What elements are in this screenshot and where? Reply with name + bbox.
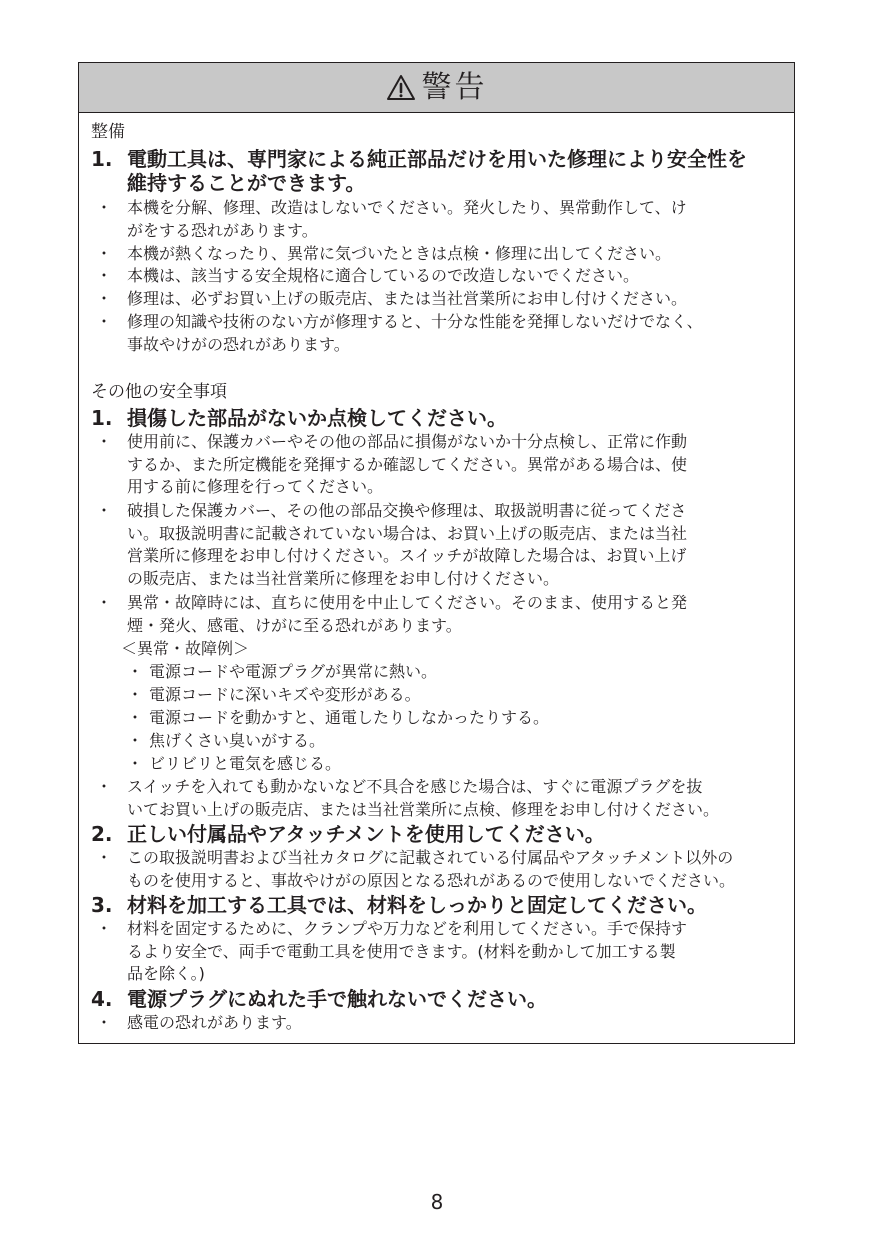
maintenance-bullet-1 xyxy=(91,197,791,242)
bullet-line: 本機は、該当する安全規格に適合しているので改造しないでください。 xyxy=(127,266,640,285)
other-bullet-4 xyxy=(91,776,791,821)
maintenance-item-1-line-2: 維持することができます。 xyxy=(127,171,366,195)
bullet-line: 品を除く。) xyxy=(127,964,205,983)
warning-header xyxy=(79,63,794,113)
bullet-dot: ・ xyxy=(96,289,113,308)
bullet-line: スイッチを入れても動かないなど不具合を感じた場合は、すぐに電源プラグを抜 xyxy=(127,777,703,796)
bullet-line: 材料を固定するために、クランプや万力などを利用してください。手で保持す xyxy=(127,919,688,938)
bullet-line: 本機が熱くなったり、異常に気づいたときは点検・修理に出してください。 xyxy=(127,244,672,263)
example-item xyxy=(127,684,421,707)
bullet-dot: ・ xyxy=(127,662,144,681)
maintenance-bullet-3 xyxy=(91,265,791,288)
example-text: 電源コードに深いキズや変形がある。 xyxy=(149,685,421,704)
maintenance-bullet-4 xyxy=(91,288,791,311)
warning-box xyxy=(78,62,795,1044)
item-title: 材料を加工する工具では、材料をしっかりと固定してください。 xyxy=(127,893,707,917)
maintenance-bullet-2 xyxy=(91,243,791,266)
other-bullet-5 xyxy=(91,847,791,892)
example-text: 電源コードや電源プラグが異常に熱い。 xyxy=(149,662,438,681)
bullet-line: ものを使用すると、事故やけがの原因となる恐れがあるので使用しないでください。 xyxy=(127,870,736,890)
bullet-line: するか、また所定機能を発揮するか確認してください。異常がある場合は、使 xyxy=(127,454,688,474)
item-title: 正しい付属品やアタッチメントを使用してください。 xyxy=(127,822,605,846)
bullet-dot: ・ xyxy=(127,731,144,750)
bullet-dot: ・ xyxy=(96,848,113,867)
bullet-line: いてお買い上げの販売店、または当社営業所に点検、修理をお申し付けください。 xyxy=(127,799,720,819)
other-bullet-1 xyxy=(91,431,791,499)
section-heading-maintenance: 整備 xyxy=(91,122,125,142)
bullet-line: 修理は、必ずお買い上げの販売店、または当社営業所にお申し付けください。 xyxy=(127,289,688,308)
bullet-line: 煙・発火、感電、けがに至る恐れがあります。 xyxy=(127,615,462,635)
bullet-line: がをする恐れがあります。 xyxy=(127,220,318,240)
bullet-line: 破損した保護カバー、その他の部品交換や修理は、取扱説明書に従ってくださ xyxy=(127,501,687,520)
item-title: 電源プラグにぬれた手で触れないでください。 xyxy=(127,987,547,1011)
warning-title: 警告 xyxy=(421,69,488,105)
other-item-3 xyxy=(91,893,707,917)
bullet-dot: ・ xyxy=(127,754,144,773)
bullet-line: 感電の恐れがあります。 xyxy=(127,1013,302,1032)
bullet-dot: ・ xyxy=(96,432,113,451)
other-item-1 xyxy=(91,406,507,430)
bullet-line: い。取扱説明書に記載されていない場合は、お買い上げの販売店、または当社 xyxy=(127,523,688,543)
maintenance-bullet-5 xyxy=(91,311,791,356)
bullet-dot: ・ xyxy=(127,708,144,727)
bullet-line: この取扱説明書および当社カタログに記載されている付属品やアタッチメント以外の xyxy=(127,848,734,867)
example-text: 電源コードを動かすと、通電したりしなかったりする。 xyxy=(149,708,550,727)
other-bullet-7 xyxy=(91,1012,791,1035)
bullet-dot: ・ xyxy=(96,244,113,263)
bullet-dot: ・ xyxy=(96,593,113,612)
other-bullet-2 xyxy=(91,500,791,590)
bullet-line: るより安全で、両手で電動工具を使用できます。(材料を動かして加工する製 xyxy=(127,941,676,961)
bullet-dot: ・ xyxy=(96,777,113,796)
item-number: 1. xyxy=(91,147,113,171)
warning-triangle-icon xyxy=(386,74,416,101)
bullet-dot: ・ xyxy=(96,266,113,285)
bullet-dot: ・ xyxy=(96,501,113,520)
item-title: 損傷した部品がないか点検してください。 xyxy=(127,406,507,430)
other-item-4 xyxy=(91,987,547,1011)
page-number: 8 xyxy=(430,1190,444,1214)
bullet-line: 事故やけがの恐れがあります。 xyxy=(127,334,350,354)
item-number: 1. xyxy=(91,406,113,430)
bullet-line: 異常・故障時には、直ちに使用を中止してください。そのまま、使用すると発 xyxy=(127,593,688,612)
maintenance-item-1 xyxy=(91,147,747,171)
example-text: ビリビリと電気を感じる。 xyxy=(149,754,342,773)
example-text: 焦げくさい臭いがする。 xyxy=(149,731,326,750)
bullet-line: 本機を分解、修理、改造はしないでください。発火したり、異常動作して、け xyxy=(127,198,687,217)
item-title-line: 電動工具は、専門家による純正部品だけを用いた修理により安全性を xyxy=(127,147,747,171)
bullet-line: 修理の知識や技術のない方が修理すると、十分な性能を発揮しないだけでなく、 xyxy=(127,312,703,331)
item-number: 4. xyxy=(91,987,113,1011)
other-bullet-6 xyxy=(91,918,791,986)
example-item xyxy=(127,753,341,776)
item-number: 3. xyxy=(91,893,113,917)
bullet-line: 用する前に修理を行ってください。 xyxy=(127,477,384,496)
bullet-dot: ・ xyxy=(96,198,113,217)
bullet-dot: ・ xyxy=(96,919,113,938)
bullet-dot: ・ xyxy=(96,1013,113,1032)
example-item xyxy=(127,661,437,684)
bullet-line: 使用前に、保護カバーやその他の部品に損傷がないか十分点検し、正常に作動 xyxy=(127,432,688,451)
section-heading-other-safety: その他の安全事項 xyxy=(91,382,227,402)
examples-label: ＜異常・故障例＞ xyxy=(121,639,250,658)
bullet-dot: ・ xyxy=(127,685,144,704)
bullet-line: 営業所に修理をお申し付けください。スイッチが故障した場合は、お買い上げ xyxy=(127,546,687,565)
bullet-line: の販売店、または当社営業所に修理をお申し付けください。 xyxy=(127,568,560,588)
example-item xyxy=(127,707,549,730)
other-bullet-3 xyxy=(91,592,791,637)
other-item-2 xyxy=(91,822,605,846)
item-number: 2. xyxy=(91,822,113,846)
bullet-dot: ・ xyxy=(96,312,113,331)
example-item xyxy=(127,730,325,753)
